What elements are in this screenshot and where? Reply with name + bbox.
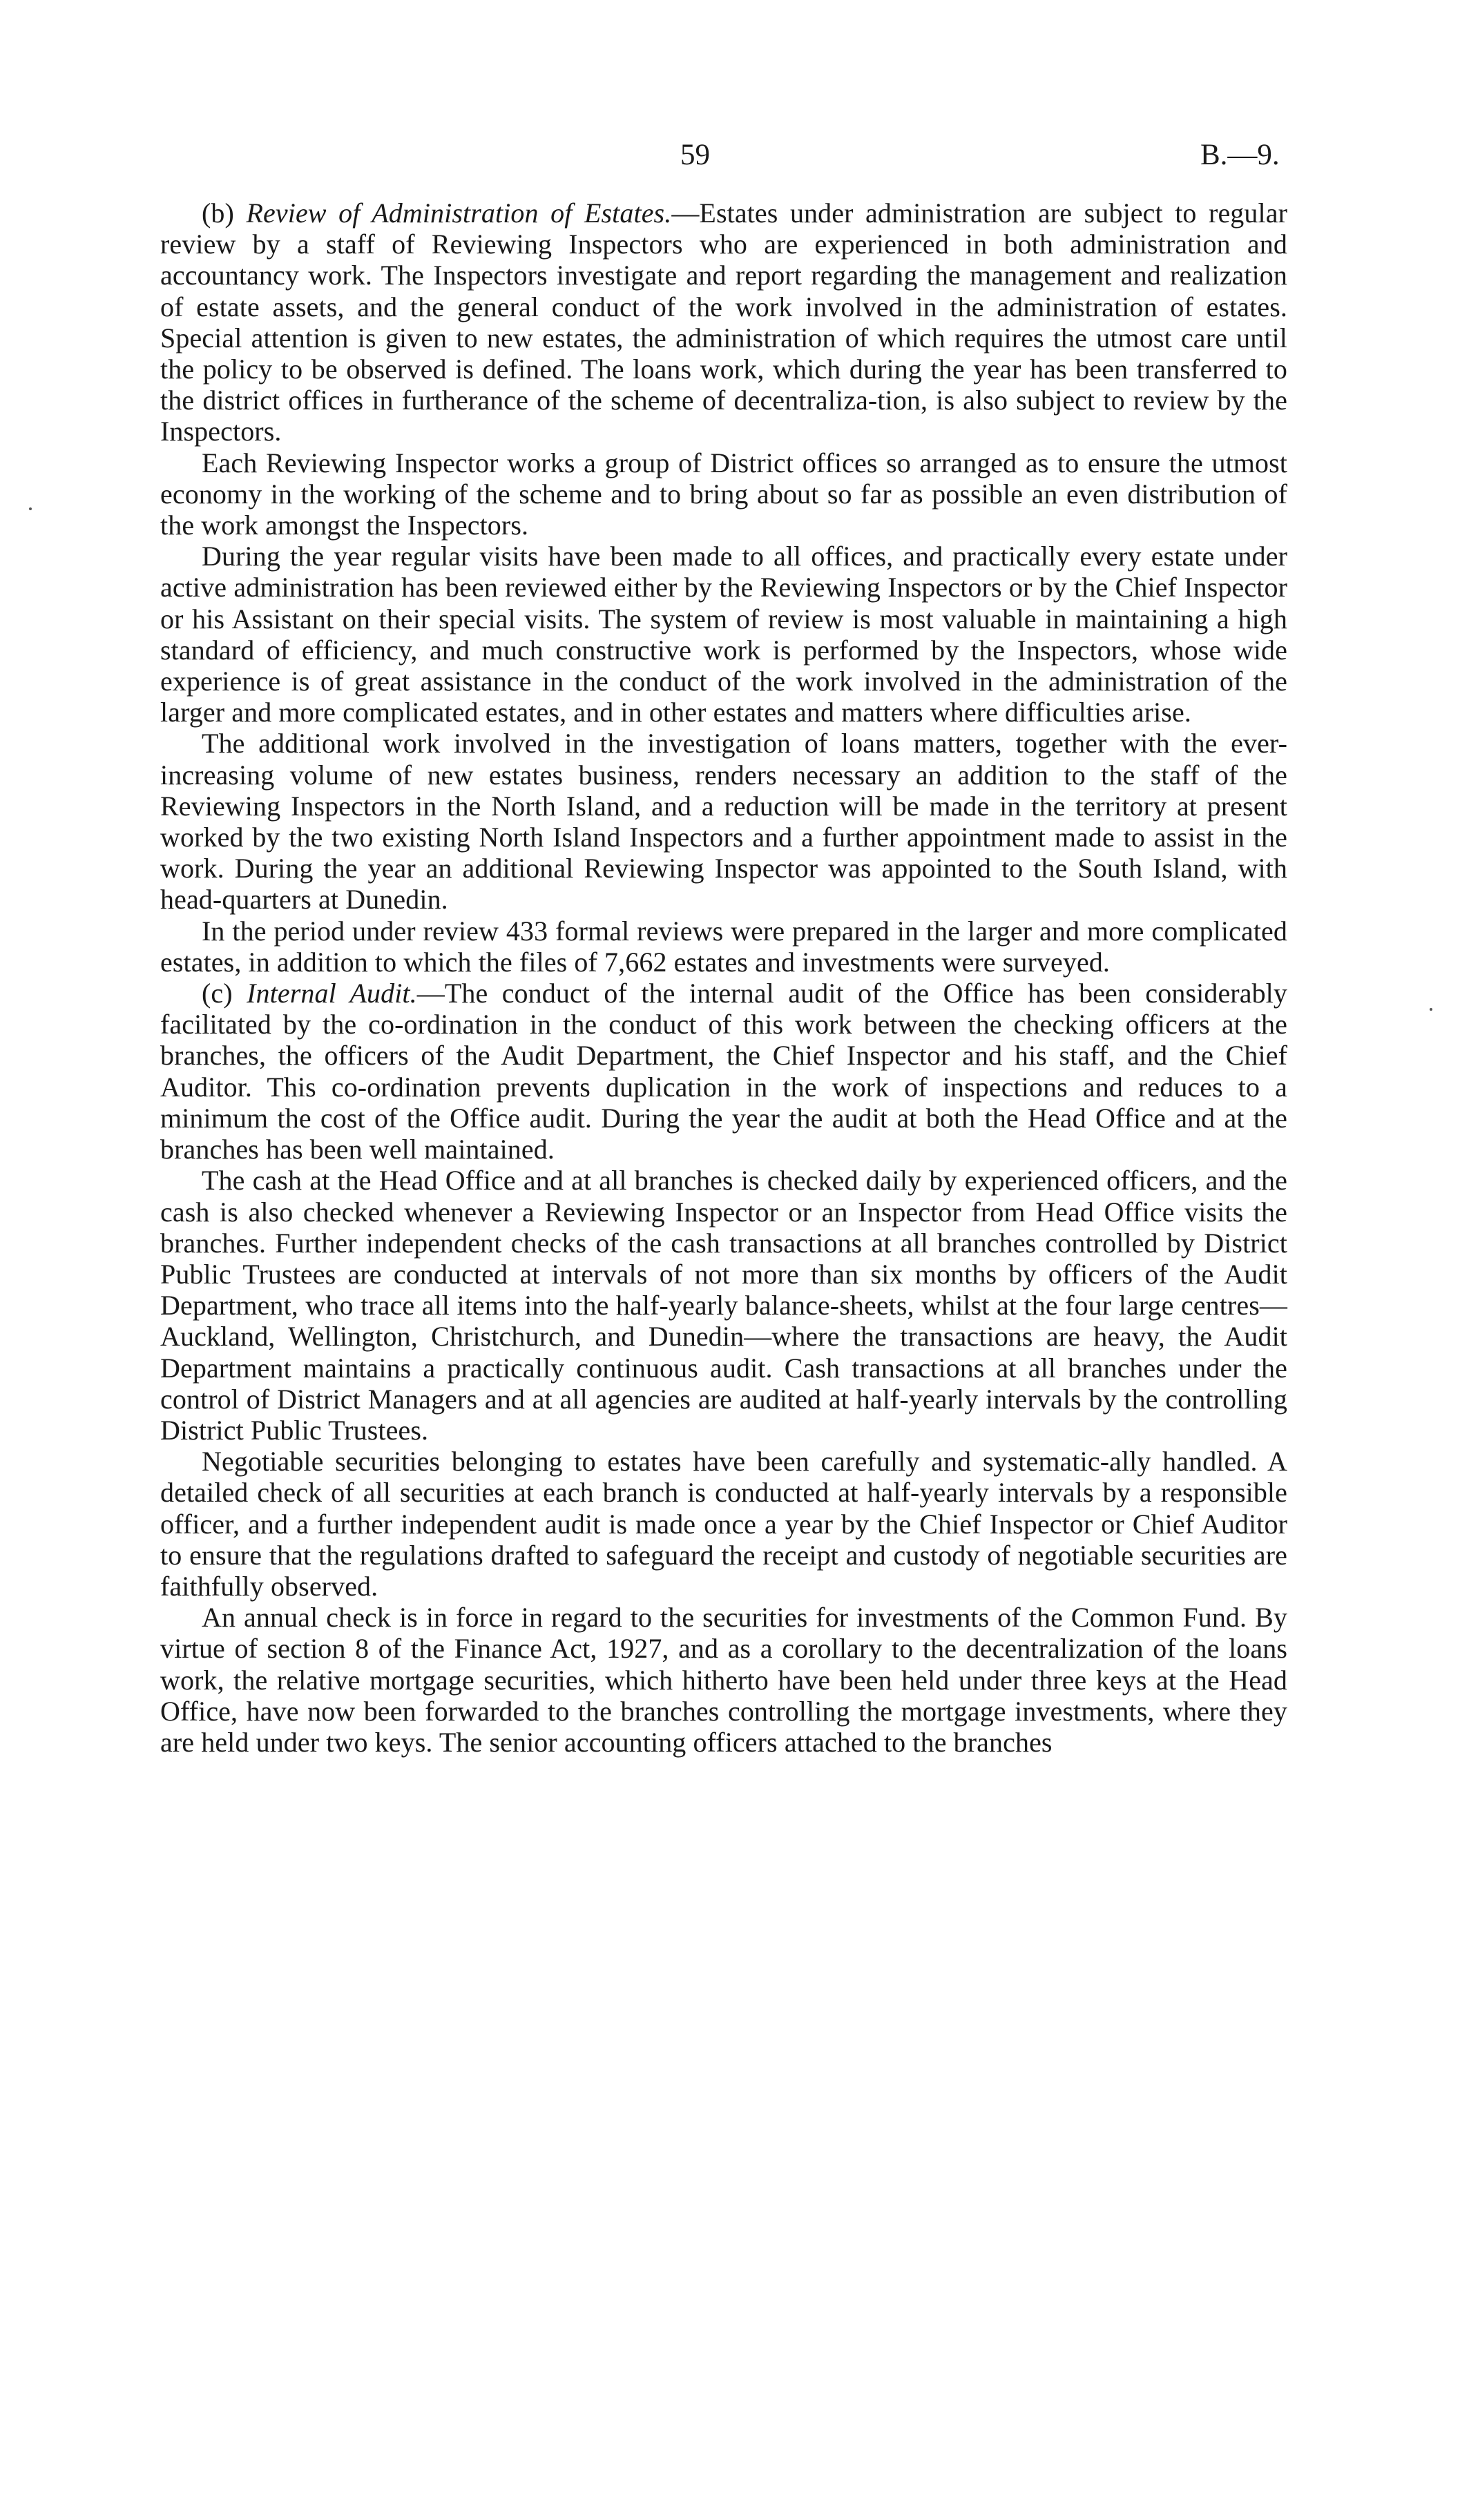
paragraph: The additional work involved in the investigation of loans matters, together with the ever-increasing volume of new estates business, renders necessary an addition to the staff of the Reviewing Inspectors in the North Island, and a reduction will be made in the territory at present worked by the two existing North Island Inspectors and a further appointment made to assist in the work. During the year an additional Reviewing Inspector was appointed to the South Island, with head-quarters at Dunedin. — [160, 728, 1287, 915]
section-label: (c) — [202, 978, 233, 1009]
section-heading: Review of Administration of Estates. — [246, 197, 672, 229]
section-label: (b) — [202, 197, 234, 229]
paragraph-text: —Estates under administration are subject to regular review by a staff of Reviewing Inspectors who are experienced in both administration and accountancy work. The Inspectors investigate and report regarding the management and realization of estate assets, and the general conduct of the work involved in the administration of estates. Special attention is given to new estates, the administration of which requires the utmost care until the policy to be observed is defined. The loans work, which during the year has been transferred to the district offices in furtherance of the scheme of decentraliza-tion, is also subject to review by the Inspectors. — [160, 197, 1287, 447]
page-number: 59 — [680, 139, 710, 171]
paragraph: Each Reviewing Inspector works a group of District offices so arranged as to ensure the utmost economy in the working of the scheme and to bring about so far as possible an even distribution of the work amongst the Inspectors. — [160, 447, 1287, 541]
body-text — [160, 197, 1287, 1758]
paragraph: Negotiable securities belonging to estates have been carefully and systematic-ally handled. A detailed check of all securities at each branch is conducted at half-yearly intervals by a responsible officer, and a further independent audit is made once a year by the Chief Inspector or Chief Auditor to ensure that the regulations drafted to safeguard the receipt and custody of negotiable securities are faithfully observed. — [160, 1446, 1287, 1602]
stray-mark — [1430, 1008, 1432, 1011]
section-heading: Internal Audit. — [247, 978, 417, 1009]
document-reference: B.—9. — [1200, 139, 1280, 171]
paragraph: During the year regular visits have been made to all offices, and practically every estate under active administration has been reviewed either by the Reviewing Inspectors or by the Chief Inspector or his Assistant on their special visits. The system of review is most valuable in maintaining a high standard of efficiency, and much constructive work is performed by the Inspectors, whose wide experience is of great assistance in the conduct of the work involved in the administration of the larger and more complicated estates, and in other estates and matters where difficulties arise. — [160, 541, 1287, 728]
paragraph-review-of-administration — [160, 197, 1287, 447]
paragraph-internal-audit — [160, 978, 1287, 1165]
paragraph: The cash at the Head Office and at all branches is checked daily by experienced officers, and the cash is also checked whenever a Reviewing Inspector or an Inspector from Head Office visits the branches. Further independent checks of the cash transactions at all branches controlled by District Public Trustees are conducted at intervals of not more than six months by officers of the Audit Department, who trace all items into the half-yearly balance-sheets, whilst at the four large centres—Auckland, Wellington, Christchurch, and Dunedin—where the transactions are heavy, the Audit Department maintains a practically continuous audit. Cash transactions at all branches under the control of District Managers and at all agencies are audited at half-yearly intervals by the controlling District Public Trustees. — [160, 1165, 1287, 1446]
page-header — [0, 135, 1460, 176]
stray-mark — [29, 507, 32, 510]
paragraph: In the period under review 433 formal reviews were prepared in the larger and more complicated estates, in addition to which the files of 7,662 estates and investments were surveyed. — [160, 915, 1287, 978]
paragraph-text: —The conduct of the internal audit of the Office has been considerably facilitated by the co-ordination in the conduct of this work between the checking officers at the branches, the officers of the Audit Department, the Chief Inspector and his staff, and the Chief Auditor. This co-ordination prevents duplication in the work of inspections and reduces to a minimum the cost of the Office audit. During the year the audit at both the Head Office and at the branches has been well maintained. — [160, 978, 1287, 1165]
paragraph: An annual check is in force in regard to the securities for investments of the Common Fund. By virtue of section 8 of the Finance Act, 1927, and as a corollary to the decentralization of the loans work, the relative mortgage securities, which hitherto have been held under three keys at the Head Office, have now been forwarded to the branches controlling the mortgage investments, where they are held under two keys. The senior accounting officers attached to the branches — [160, 1602, 1287, 1758]
